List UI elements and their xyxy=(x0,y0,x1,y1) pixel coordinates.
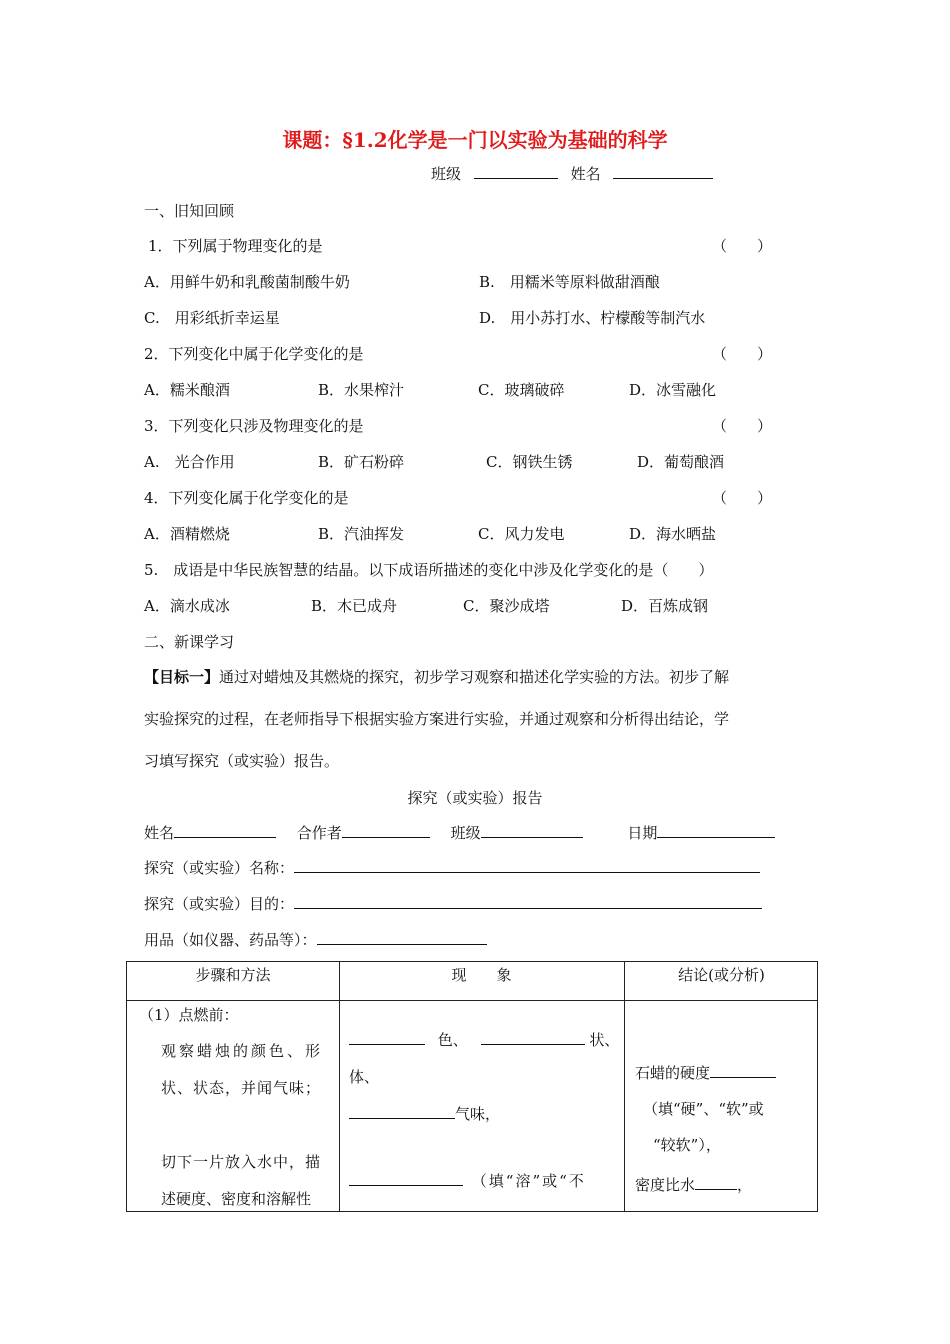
report-purpose-row: 探究（或实验）目的： xyxy=(144,893,762,914)
page-title: 课题：§1.2化学是一门以实验为基础的科学 xyxy=(282,128,668,152)
header-conclusion: 结论(或分析) xyxy=(678,966,765,984)
phenomenon-smell-row: 气味， xyxy=(349,1103,500,1124)
report-title: 探究（或实验）报告 xyxy=(407,789,543,807)
goal-line-2: 实验探究的过程，在老师指导下根据实验方案进行实验，并通过观察和分析得出结论，学 xyxy=(144,710,730,728)
step-line: 状、状态，并闻气味； xyxy=(161,1079,322,1097)
q2-answer-paren[interactable]: （ ） xyxy=(712,345,773,363)
class-name-line xyxy=(431,163,713,184)
q3-option-c: C．钢铁生锈 xyxy=(486,453,573,471)
exp-name-blank[interactable] xyxy=(294,858,760,873)
q1-option-b: B. 用糯米等原料做甜酒酿 xyxy=(479,273,660,291)
header-steps: 步骤和方法 xyxy=(195,966,271,984)
goal-tag: 【目标一】 xyxy=(144,668,220,686)
q1-answer-paren[interactable]: （ ） xyxy=(712,237,773,255)
name-label: 姓名 xyxy=(570,165,601,183)
report-date-blank[interactable] xyxy=(657,823,775,838)
step-line: 述硬度、密度和溶解性 xyxy=(161,1190,312,1208)
conclusion-fill-1: （填“硬”、“软”或 xyxy=(643,1100,764,1118)
q3-option-a: A. 光合作用 xyxy=(144,453,235,471)
step-title: （1）点燃前： xyxy=(139,1006,239,1024)
class-blank[interactable] xyxy=(474,164,558,179)
q3-option-d: D．葡萄酿酒 xyxy=(637,453,725,471)
phenomenon-solubility-row: （填“溶”或“不 xyxy=(349,1170,586,1191)
q5-option-b: B．木已成舟 xyxy=(311,597,398,615)
report-exp-name-row: 探究（或实验）名称： xyxy=(144,857,760,878)
q4-stem: 4．下列变化属于化学变化的是 xyxy=(144,489,349,507)
q5-stem: 5. 成语是中华民族智慧的结晶。以下成语所描述的变化中涉及化学变化的是（ ） xyxy=(144,561,714,579)
report-partner-blank[interactable] xyxy=(342,823,430,838)
q3-answer-paren[interactable]: （ ） xyxy=(712,417,773,435)
header-phenomenon: 现 象 xyxy=(451,966,512,984)
report-materials-row: 用品（如仪器、药品等）： xyxy=(144,929,487,950)
conclusion-density-row: 密度比水 ， xyxy=(635,1176,753,1194)
report-name-blank[interactable] xyxy=(174,823,276,838)
smell-blank[interactable] xyxy=(349,1104,455,1119)
q2-option-d: D．冰雪融化 xyxy=(629,381,717,399)
section-review: 一、旧知回顾 xyxy=(144,202,235,220)
section-new-lesson: 二、新课学习 xyxy=(144,633,235,651)
conclusion-fill-2: “较软”）， xyxy=(653,1136,721,1154)
report-info-row: 姓名 合作者 班级 日期 xyxy=(144,822,775,843)
color-blank[interactable] xyxy=(349,1030,425,1045)
goal-line-3: 习填写探究（或实验）报告。 xyxy=(144,752,340,770)
q5-option-c: C．聚沙成塔 xyxy=(463,597,550,615)
q4-option-a: A．酒精燃烧 xyxy=(144,525,230,543)
q2-stem: 2．下列变化中属于化学变化的是 xyxy=(144,345,364,363)
q4-option-d: D．海水晒盐 xyxy=(629,525,717,543)
q4-option-c: C．风力发电 xyxy=(478,525,565,543)
shape-blank[interactable] xyxy=(481,1030,585,1045)
materials-blank[interactable] xyxy=(317,930,487,945)
q1-stem: 1．下列属于物理变化的是 xyxy=(148,237,323,255)
phenomenon-body: 体、 xyxy=(349,1068,380,1086)
q2-option-a: A．糯米酿酒 xyxy=(144,381,230,399)
density-blank[interactable] xyxy=(695,1175,737,1190)
purpose-blank[interactable] xyxy=(294,894,762,909)
step-line: 观察蜡烛的颜色、形 xyxy=(161,1042,324,1060)
q3-option-b: B．矿石粉碎 xyxy=(318,453,405,471)
report-class-blank[interactable] xyxy=(481,823,583,838)
q1-option-c: C. 用彩纸折幸运星 xyxy=(144,309,280,327)
name-blank[interactable] xyxy=(613,164,713,179)
q1-option-d: D. 用小苏打水、柠檬酸等制汽水 xyxy=(479,309,706,327)
q4-option-b: B．汽油挥发 xyxy=(318,525,405,543)
q5-option-a: A．滴水成冰 xyxy=(144,597,230,615)
q1-option-a: A．用鲜牛奶和乳酸菌制酸牛奶 xyxy=(144,273,350,291)
solubility-blank[interactable] xyxy=(349,1171,463,1186)
q4-answer-paren[interactable]: （ ） xyxy=(712,489,773,507)
class-label: 班级 xyxy=(431,165,462,183)
q2-option-c: C．玻璃破碎 xyxy=(478,381,565,399)
step-line: 切下一片放入水中，描 xyxy=(161,1153,322,1171)
hardness-blank[interactable] xyxy=(710,1063,776,1078)
q5-option-d: D．百炼成钢 xyxy=(621,597,709,615)
q2-option-b: B．水果榨汁 xyxy=(318,381,405,399)
goal-line-1: 【目标一】通过对蜡烛及其燃烧的探究，初步学习观察和描述化学实验的方法。初步了解 xyxy=(144,668,730,686)
conclusion-hardness-row: 石蜡的硬度 xyxy=(635,1062,776,1083)
report-table xyxy=(126,961,818,1212)
phenomenon-color-row: 色、 状、 xyxy=(349,1029,619,1050)
q3-stem: 3．下列变化只涉及物理变化的是 xyxy=(144,417,364,435)
